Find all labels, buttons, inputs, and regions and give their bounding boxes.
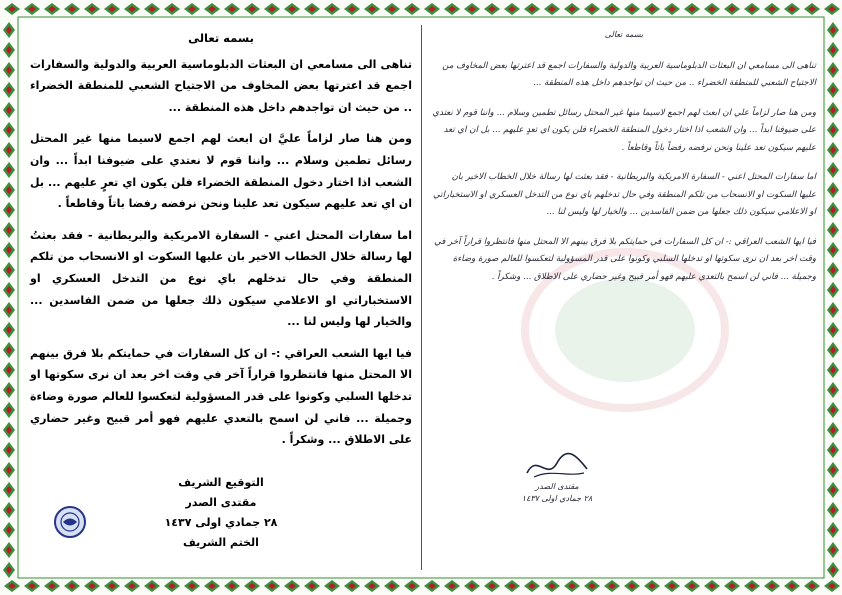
basmala-heading: بسمه تعالى	[188, 31, 254, 45]
typed-paragraph: فيا ايها الشعب العراقي :- ان كل السفارات في حمايتكم بلا فرق بينهم الا المحتل منها فانتظروا قراراً آخر في وقت اخر بعد ان نرى سكوتها او تدخلها السلبي وكونوا على قدر المسؤولية لتعكسوا للعالم صورة وضاءة وجميلة ... فاني لن اسمح بالتعدي عليهم فهو أمر قبيح وغير حضاري على الاطلاق ... وشكراً .	[30, 346, 412, 447]
column-divider	[421, 25, 422, 570]
handwritten-paragraph: تناهى الى مسامعي ان البعثات الدبلوماسية العربية والدولية والسفارات اجمع قد اعترتها بعض المخاوف من الاجتياح الشعبي للمنطقة الخضراء .. من حيث ان تواجدهم داخل هذه المنطقة ...	[442, 60, 816, 88]
handwritten-paragraph: اما سفارات المحتل اعني - السفارة الامريكية والبريطانية - فقد بعثت لها رسالة خلال الخطاب الاخير بان عليها السكوت او الانسحاب من تلكم المنطقة وفي حال تدخلهم باي نوع من التدخل العسكري او الاستخباراتي او الاعلامي سيكون ذلك جعلها من ضمن الفاسدين ... والخيار لها وليس لنا ...	[433, 172, 816, 217]
typed-paragraph: اما سفارات المحتل اعني - السفارة الامريكية والبريطانية - فقد بعثتُ لها رسالة خلال الخطاب الاخير بان عليها السكوت او الانسحاب من تلكم المنطقة وفي حال تدخلهم باي نوع من التدخل العسكري او الاستخباراتي او الاعلامي سيكون ذلك جعلها من ضمن الفاسدين ... والخيار لها وليس لنا ...	[30, 228, 412, 329]
typed-paragraph: ومن هنا صار لزاماً عليَّ ان ابعث لهم اجمع لاسيما منها غير المحتل رسائل تطمين وسلام ... واننا قوم لا نعتدي على ضيوفنا ابداً ... وان الشعب اذا اختار دخول المنطقة الخضراء فلن يكون اي تعرٍ عليهم ... بل ان اي تعد عليهم سيكون تعد علينا ونحن نرفضه رفضا باتاً وقاطعاً .	[30, 132, 412, 211]
typed-paragraph: تناهى الى مسامعي ان البعثات الدبلوماسية العربية والدولية والسفارات اجمع قد اعترتها بعض المخاوف من الاجتياح الشعبي للمنطقة الخضراء .. من حيث ان تواجدهم داخل هذه المنطقة ...	[30, 57, 412, 114]
handwritten-signatory-name: مقتدى الصدر	[535, 482, 579, 491]
handwritten-paragraph: ومن هنا صار لزاماً علي ان ابعث لهم اجمع لاسيما منها غير المحتل رسائل تطمين وسلام ... واننا قوم لا نعتدي على ضيوفنا ابداً ... وان الشعب اذا اختار دخول المنطقة الخضراء فلن يكون اي تعدٍ عليهم ... بل ان اي تعد عليهم سيكون تعد علينا ونحن نرفضه رفضاً باتاً وقاطعاً .	[432, 107, 816, 153]
signature-date: ٢٨ جمادي اولى ١٤٣٧	[164, 515, 278, 529]
official-seal	[53, 505, 87, 539]
signature-label: التوقيع الشريف	[178, 475, 264, 489]
handwritten-basmala: بسمه تعالى	[604, 30, 644, 39]
handwritten-letter	[432, 26, 816, 566]
typed-transcription	[30, 28, 412, 573]
signature-scribble	[522, 451, 592, 481]
handwritten-paragraph: فيا ايها الشعب العراقي :- ان كل السفارات في حمايتكم بلا فرق بينهم الا المحتل منها فانتظروا قراراً آخر في وقت اخر بعد ان نرى سكوتها او تدخلها السلبي وكونوا على قدر المسؤولية لتعكسوا للعالم صورة وضاءة وجميلة ... فاني لن اسمح بالتعدي عليهم فهو أمر قبيح وغير حضاري على الاطلاق ... وشكراً .	[434, 236, 816, 282]
signature-block	[30, 473, 412, 553]
seal-label: الختم الشريف	[183, 535, 259, 549]
handwritten-signature-date: ٢٨ جمادي اولى ١٤٣٧	[521, 494, 593, 503]
handwritten-signature	[502, 451, 612, 505]
signatory-name: مقتدى الصدر	[185, 495, 257, 509]
